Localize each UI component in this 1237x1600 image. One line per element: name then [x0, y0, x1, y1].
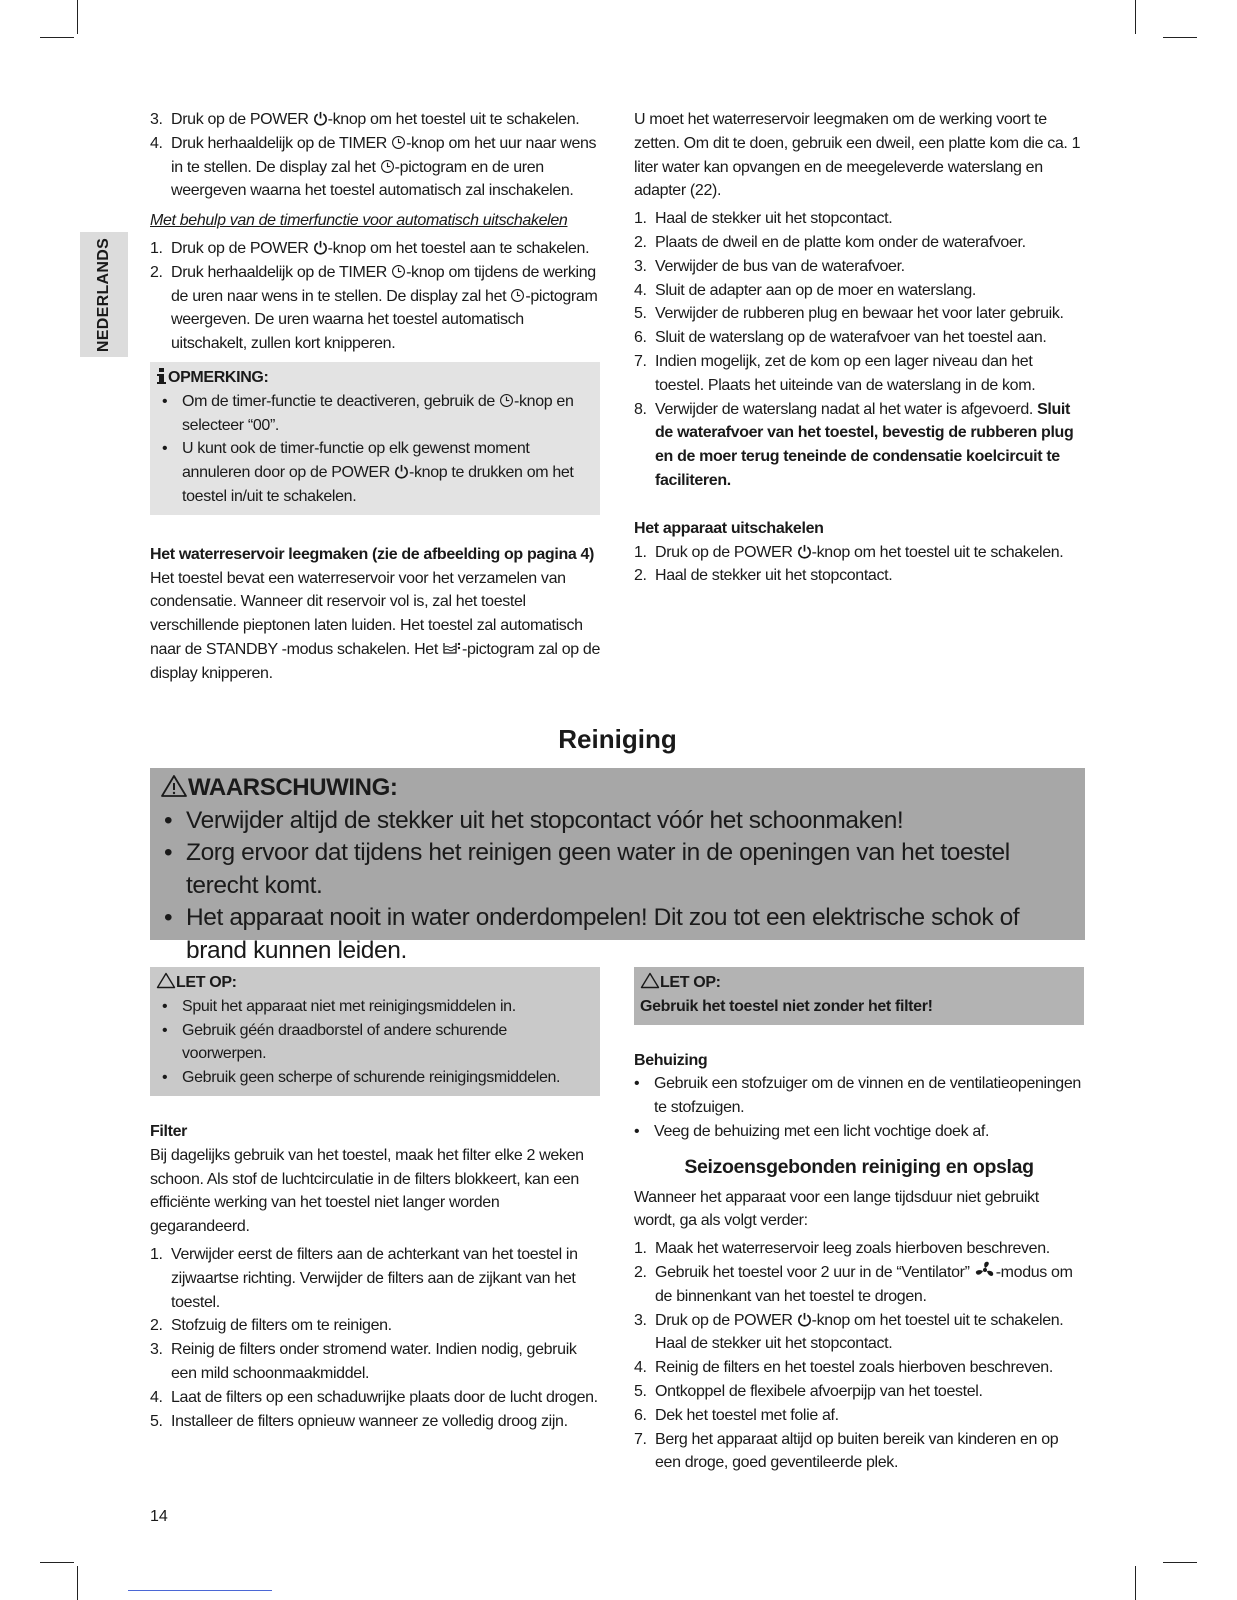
step-number: 8.	[634, 400, 647, 418]
list-item	[634, 1356, 1084, 1380]
note-title-text: OPMERKING:	[168, 368, 269, 386]
step-text-bold: Sluit de waterafvoer van het toestel, bevestig de rubberen plug en de moer terug teneinde de condensatie koelcircuit te faciliteren.	[655, 400, 1074, 489]
step-number: 5.	[634, 305, 647, 323]
tank-text-part: -pictogram zal op de display knipperen.	[150, 640, 600, 682]
list-item	[634, 231, 1084, 255]
step-text: Berg het apparaat altijd op buiten bereik van kinderen en op een droge, goed geventileerde plek.	[655, 1430, 1059, 1472]
step-number: 6.	[634, 1406, 647, 1424]
switch-off-steps	[634, 541, 1084, 589]
warning-title	[160, 772, 1075, 805]
season-steps	[634, 1237, 1084, 1475]
step-text: Verwijder eerst de filters aan de achterkant van het toestel in zijwaartse richting. Verwijder de filters aan de zijkant van het toestel.	[171, 1245, 578, 1311]
power-icon	[313, 111, 328, 126]
step-number: 2.	[634, 233, 647, 251]
list-item: • Spuit het apparaat niet met reinigingsmiddelen in.	[156, 995, 594, 1019]
step-text: -pictogram en de uren weergeven waarna het toestel automatisch zal inschakelen.	[171, 158, 574, 200]
list-item: • Veeg de behuizing met een licht vochtige doek af.	[628, 1120, 1084, 1144]
step-text: Druk op de POWER	[171, 239, 313, 257]
list-item	[634, 564, 1084, 588]
timer-icon	[391, 264, 406, 279]
step-number: 3.	[634, 1311, 647, 1329]
step-text: Druk herhaaldelijk op de TIMER	[171, 134, 392, 152]
list-item	[634, 255, 1084, 279]
timer-on-steps	[150, 108, 600, 203]
step-number: 6.	[634, 329, 647, 347]
list-item	[150, 108, 600, 132]
list-item: • Verwijder altijd de stekker uit het stopcontact vóór het schoonmaken!	[160, 805, 1075, 838]
step-text: Reinig de filters onder stromend water. Indien nodig, gebruik een mild schoonmaakmiddel.	[171, 1341, 577, 1382]
season-intro: Wanneer het apparaat voor een lange tijdsduur niet gebruikt wordt, ga als volgt verder:	[634, 1188, 1039, 1230]
list-item	[150, 1338, 600, 1386]
switch-off-heading: Het apparaat uitschakelen	[634, 519, 824, 537]
step-number: 4.	[150, 1388, 163, 1406]
step-text: Reinig de filters en het toestel zoals hierboven beschreven.	[655, 1359, 1053, 1377]
step-text: Gebruik het toestel voor 2 uur in de “Ventilator”	[655, 1263, 974, 1281]
caution-title	[156, 971, 594, 995]
list-item: • Gebruik een stofzuiger om de vinnen en de ventilatieopeningen te stofzuigen.	[628, 1072, 1084, 1120]
list-item	[156, 390, 594, 438]
note-text: Om de timer-functie te deactiveren, gebruik de	[182, 392, 500, 410]
step-text: Verwijder de bus van de waterafvoer.	[655, 257, 905, 275]
list-item	[150, 1243, 600, 1314]
step-number: 1.	[634, 543, 647, 561]
crop-mark	[1135, 1566, 1136, 1600]
step-number: 2.	[634, 567, 647, 585]
step-number: 1.	[634, 210, 647, 228]
step-text: Verwijder de rubberen plug en bewaar het voor later gebruik.	[655, 305, 1064, 323]
caution-triangle-icon	[156, 972, 176, 989]
note-title	[156, 366, 594, 390]
note-box	[150, 362, 600, 515]
list-item: • Zorg ervoor dat tijdens het reinigen geen water in de openingen van het toestel terecht komt.	[160, 837, 1075, 902]
step-text: -knop om tijdens de werking de uren naar wens in te stellen. De display zal het	[171, 263, 596, 305]
power-icon	[313, 240, 328, 255]
timer-icon	[380, 159, 395, 174]
filter-steps	[150, 1243, 600, 1433]
step-number: 1.	[150, 1245, 163, 1263]
list-item: • Gebruik geen scherpe of schurende reinigingsmiddelen.	[156, 1066, 594, 1090]
note-text: U kunt ook de timer-functie op elk gewenst moment annuleren door op de POWER	[182, 440, 530, 482]
step-number: 4.	[634, 281, 647, 299]
list-item	[150, 1314, 600, 1338]
tank-text	[150, 567, 600, 686]
timer-off-heading: Met behulp van de timerfunctie voor automatisch uitschakelen	[150, 212, 568, 230]
note-text: -knop te drukken om het toestel in/uit te schakelen.	[182, 464, 574, 505]
list-item: • Het apparaat nooit in water onderdompelen! Dit zou tot een elektrische schok of brand kunnen leiden.	[160, 902, 1075, 967]
tank-text-part: Het toestel bevat een waterreservoir voor het verzamelen van condensatie. Wanneer dit reservoir vol is, zal het toestel verschillende pieptonen laten luiden. Het toestel zal automatisch naar de STANDBY -modus schakelen. Het	[150, 569, 583, 658]
page-number: 14	[150, 1508, 168, 1525]
power-icon	[797, 544, 812, 559]
list-item	[634, 279, 1084, 303]
step-text: Stofzuig de filters om te reinigen.	[171, 1317, 392, 1335]
step-text: -knop om het uur naar wens in te stellen. De display zal het	[171, 134, 597, 176]
tank-heading: Het waterreservoir leegmaken (zie de afbeelding op pagina 4)	[150, 545, 595, 563]
caution-title-text: LET OP:	[660, 974, 721, 991]
step-text: Laat de filters op een schaduwrijke plaats door de lucht drogen.	[171, 1388, 598, 1406]
left-bottom-column	[150, 967, 600, 1433]
step-text: Druk op de POWER	[655, 543, 797, 561]
list-item	[634, 1309, 1084, 1357]
list-item	[634, 398, 1084, 493]
crop-mark	[40, 37, 74, 38]
housing-heading: Behuizing	[634, 1051, 708, 1069]
warning-box	[150, 768, 1085, 964]
note-text: -knop en selecteer “00”.	[182, 392, 574, 434]
list-item	[150, 132, 600, 203]
timer-icon	[510, 288, 525, 303]
drain-intro: U moet het waterreservoir leegmaken om de werking voort te zetten. Om dit te doen, gebruik een dweil, een platte kom die ca. 1 liter water kan opvangen en de meegeleverde waterslang en adapter (22).	[634, 111, 1081, 200]
list-item	[150, 237, 600, 261]
step-text: Haal de stekker uit het stopcontact.	[655, 567, 893, 585]
caution-text: Gebruik het toestel niet zonder het filter!	[640, 997, 933, 1015]
section-title: Reiniging	[558, 724, 677, 754]
list-item	[634, 541, 1084, 565]
step-number: 3.	[634, 257, 647, 275]
step-number: 4.	[634, 1359, 647, 1377]
step-number: 7.	[634, 352, 647, 370]
step-text: Druk op de POWER	[171, 111, 313, 128]
step-number: 3.	[150, 111, 163, 128]
warning-triangle-icon	[160, 774, 188, 798]
power-icon	[797, 1312, 812, 1327]
step-text: Druk herhaaldelijk op de TIMER	[171, 263, 392, 281]
caution-triangle-icon	[640, 972, 660, 989]
language-tab	[80, 232, 128, 357]
water-tank-icon	[442, 640, 462, 656]
filter-heading: Filter	[150, 1122, 188, 1140]
step-text: Druk op de POWER	[655, 1311, 797, 1329]
list-item	[150, 1410, 600, 1434]
left-top-column	[150, 108, 600, 686]
caution-list	[156, 995, 594, 1090]
step-text: Plaats de dweil en de platte kom onder de waterafvoer.	[655, 233, 1026, 251]
list-item	[150, 1386, 600, 1410]
step-number: 3.	[150, 1341, 163, 1359]
filter-text: Bij dagelijks gebruik van het toestel, maak het filter elke 2 weken schoon. Als stof de luchtcirculatie in de filters blokkeert, kan een efficiënte werking van het toestel niet langer worden gegarandeerd.	[150, 1146, 584, 1236]
step-number: 4.	[150, 134, 163, 152]
timer-icon	[391, 135, 406, 150]
list-item: • Gebruik géén draadborstel of andere schurende voorwerpen.	[156, 1019, 594, 1067]
caution-title-text: LET OP:	[176, 974, 237, 991]
step-text: -knop om het toestel aan te schakelen.	[327, 239, 590, 257]
warning-title-text: WAARSCHUWING:	[188, 774, 398, 801]
step-number: 1.	[150, 239, 163, 257]
drain-steps	[634, 207, 1084, 493]
right-top-column	[634, 108, 1084, 588]
crop-mark	[40, 1562, 74, 1563]
crop-mark	[1135, 0, 1136, 34]
step-text: Indien mogelijk, zet de kom op een lager niveau dan het toestel. Plaats het uiteinde van de waterslang in de kom.	[655, 352, 1036, 394]
list-item	[156, 437, 594, 508]
caution-title	[640, 971, 1078, 995]
step-text: Haal de stekker uit het stopcontact.	[655, 210, 893, 228]
step-number: 2.	[150, 1317, 163, 1335]
step-text: -knop om het toestel uit te schakelen.	[811, 543, 1064, 561]
caution-box	[150, 967, 600, 1096]
crop-mark	[1163, 37, 1197, 38]
info-icon	[156, 368, 168, 384]
step-text: Maak het waterreservoir leeg zoals hierboven beschreven.	[655, 1240, 1050, 1258]
list-item	[634, 1380, 1084, 1404]
list-item	[634, 302, 1084, 326]
right-bottom-column	[634, 967, 1084, 1475]
step-number: 1.	[634, 1240, 647, 1258]
list-item	[634, 326, 1084, 350]
note-list	[156, 390, 594, 509]
step-text: Verwijder de waterslang nadat al het water is afgevoerd.	[655, 400, 1038, 418]
step-number: 5.	[150, 1412, 163, 1430]
power-icon	[394, 464, 409, 479]
step-text: -knop om het toestel uit te schakelen.	[327, 111, 580, 128]
list-item	[634, 350, 1084, 398]
list-item	[634, 1404, 1084, 1428]
list-item	[634, 207, 1084, 231]
list-item	[150, 261, 600, 356]
step-text: Dek het toestel met folie af.	[655, 1406, 839, 1424]
list-item	[634, 1261, 1084, 1309]
step-number: 5.	[634, 1382, 647, 1400]
step-text: -pictogram weergeven. De uren waarna het toestel automatisch uitschakelt, zullen kort knipperen.	[171, 287, 598, 353]
crop-mark	[77, 1566, 78, 1600]
step-number: 7.	[634, 1430, 647, 1448]
caution-box	[634, 967, 1084, 1025]
step-text: -modus om de binnenkant van het toestel te drogen.	[655, 1263, 1073, 1305]
warning-list	[160, 805, 1075, 968]
season-heading: Seizoensgebonden reiniging en opslag	[684, 1155, 1034, 1178]
step-text: Sluit de waterslang op de waterafvoer van het toestel aan.	[655, 329, 1047, 347]
step-number: 2.	[634, 1263, 647, 1281]
crop-mark	[1163, 1562, 1197, 1563]
timer-off-steps	[150, 237, 600, 356]
step-text: Ontkoppel de flexibele afvoerpijp van het toestel.	[655, 1382, 983, 1400]
step-text: Sluit de adapter aan op de moer en waterslang.	[655, 281, 977, 299]
step-text: Installeer de filters opnieuw wanneer ze volledig droog zijn.	[171, 1412, 568, 1430]
list-item	[634, 1428, 1084, 1476]
step-text: -knop om het toestel uit te schakelen. Haal de stekker uit het stopcontact.	[655, 1311, 1064, 1353]
list-item	[634, 1237, 1084, 1261]
crop-mark	[77, 0, 78, 34]
housing-list	[628, 1072, 1084, 1143]
timer-icon	[499, 393, 514, 408]
fan-icon	[974, 1261, 996, 1279]
language-label: NEDERLANDS	[95, 237, 112, 352]
footer-line	[128, 1590, 272, 1591]
step-number: 2.	[150, 263, 163, 281]
